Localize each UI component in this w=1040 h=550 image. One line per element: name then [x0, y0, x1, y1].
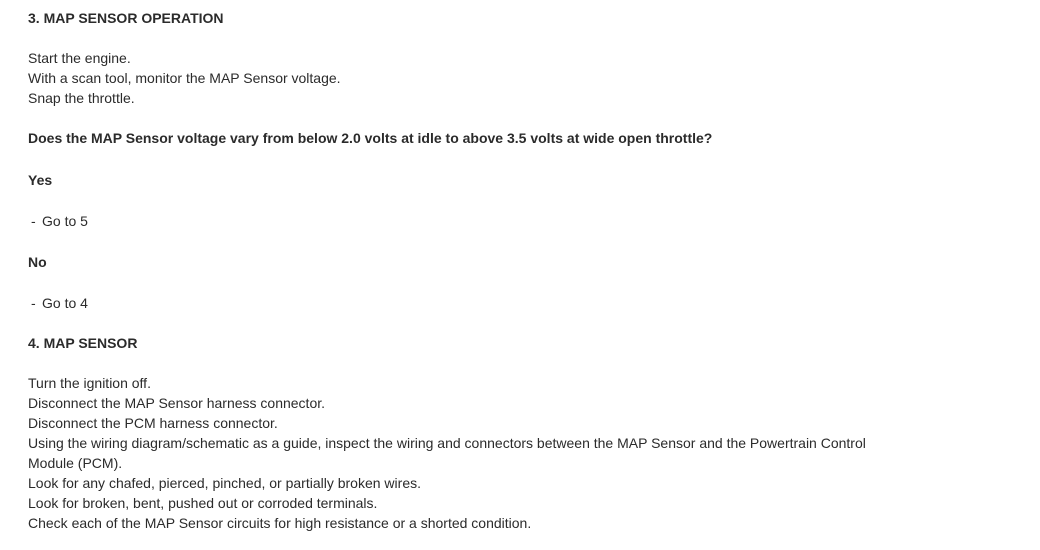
section-4-title: 4. MAP SENSOR — [28, 335, 138, 351]
section-3-question: Does the MAP Sensor voltage vary from below 2.0 volts at idle to above 3.5 volts at wide open throttle? — [28, 130, 713, 146]
section-3-title: 3. MAP SENSOR OPERATION — [28, 10, 224, 26]
section-4-step: Using the wiring diagram/schematic as a guide, inspect the wiring and connectors between the MAP Sensor and the Powertrain Control Module (PCM). — [28, 435, 866, 471]
spacer — [28, 28, 908, 48]
section-3-step: Start the engine. — [28, 50, 131, 66]
yes-goto-link[interactable] — [28, 211, 908, 231]
document-body — [28, 8, 908, 533]
section-3-step: Snap the throttle. — [28, 90, 135, 106]
no-goto-text: Go to 4 — [42, 295, 88, 311]
section-3-step: With a scan tool, monitor the MAP Sensor voltage. — [28, 70, 341, 86]
section-4-step: Disconnect the PCM harness connector. — [28, 415, 278, 431]
section-4-step: Check each of the MAP Sensor circuits for high resistance or a shorted condition. — [28, 515, 532, 531]
yes-label: Yes — [28, 172, 53, 188]
dash-marker: - — [31, 295, 36, 311]
section-4-step: Look for any chafed, pierced, pinched, or partially broken wires. — [28, 475, 421, 491]
section-4-step: Look for broken, bent, pushed out or corroded terminals. — [28, 495, 378, 511]
yes-goto-text: Go to 5 — [42, 213, 88, 229]
no-goto-link[interactable] — [28, 293, 908, 313]
spacer — [28, 313, 908, 333]
spacer — [28, 272, 908, 293]
section-4-step: Disconnect the MAP Sensor harness connector. — [28, 395, 326, 411]
no-label: No — [28, 254, 47, 270]
spacer — [28, 108, 908, 128]
section-4-step: Turn the ignition off. — [28, 375, 151, 391]
spacer — [28, 190, 908, 211]
spacer — [28, 353, 908, 373]
dash-marker: - — [31, 213, 36, 229]
spacer — [28, 148, 908, 169]
spacer — [28, 231, 908, 251]
